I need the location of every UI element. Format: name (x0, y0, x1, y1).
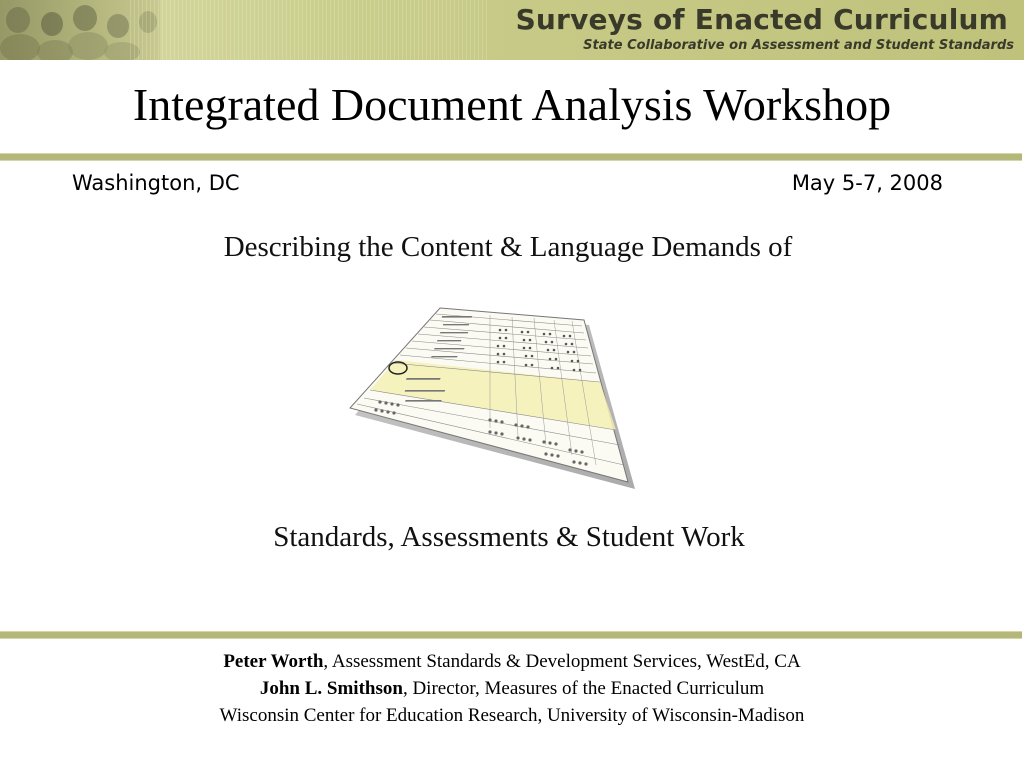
page-title: Integrated Document Analysis Workshop (132, 79, 892, 130)
credits (0, 648, 1024, 729)
location-text: Washington, DC (72, 171, 240, 195)
credit-detail: , Assessment Standards & Development Services, WestEd, CA (323, 651, 801, 672)
banner-subtitle: State Collaborative on Assessment and Student Standards (583, 38, 1014, 53)
divider-bottom (0, 631, 1022, 639)
banner-texture (130, 0, 490, 60)
credit-detail: , Director, Measures of the Enacted Curriculum (402, 678, 765, 699)
date-text: May 5-7, 2008 (791, 171, 943, 195)
credit-line (0, 648, 1024, 675)
subtitle-describing: Describing the Content & Language Demands of (223, 231, 793, 263)
divider-top (0, 153, 1022, 161)
credit-name: John L. Smithson (259, 678, 403, 699)
credit-detail: Wisconsin Center for Education Research, University of Wisconsin-Madison (219, 705, 805, 726)
credit-line (0, 702, 1024, 729)
banner-title: Surveys of Enacted Curriculum (515, 3, 1008, 36)
header-banner (0, 0, 1024, 60)
credit-name: Peter Worth (223, 651, 324, 672)
credit-line (0, 675, 1024, 702)
subtitle-standards: Standards, Assessments & Student Work (273, 521, 745, 553)
survey-grid-document-icon (340, 300, 640, 490)
